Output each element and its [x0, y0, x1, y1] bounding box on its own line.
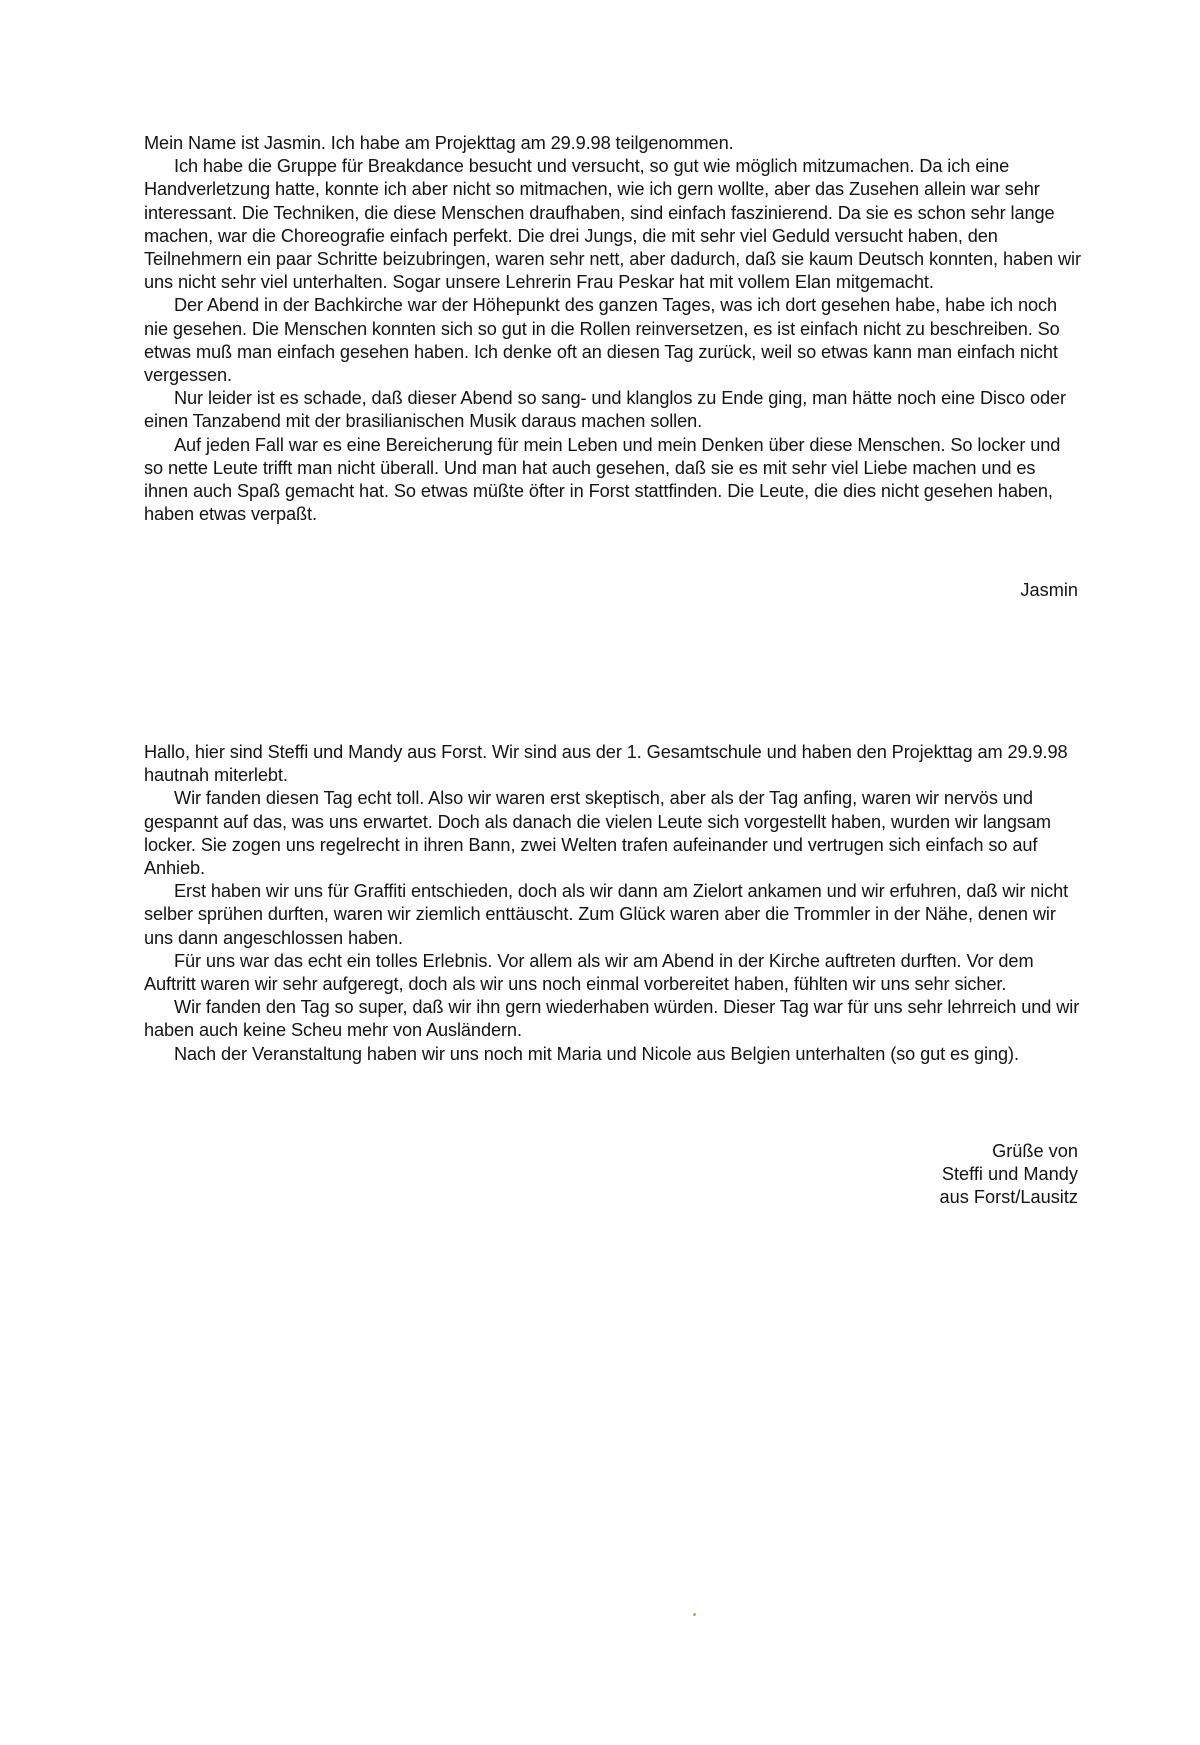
letter-jasmin [144, 132, 1084, 526]
signature-line: Grüße von [992, 1141, 1078, 1161]
signature-jasmin [1020, 579, 1078, 602]
paragraph: Der Abend in der Bachkirche war der Höhepunkt des ganzen Tages, was ich dort gesehen habe, habe ich noch nie gesehen. Die Menschen konnten sich so gut in die Rollen reinversetzen, es ist einfach nicht zu beschreiben. So etwas muß man einfach gesehen haben. Ich denke oft an diesen Tag zurück, weil so etwas kann man einfach nicht vergessen. [144, 295, 1060, 386]
letter-steffi-mandy [144, 741, 1084, 1066]
scan-speck [693, 1613, 696, 1616]
signature-line: Steffi und Mandy [941, 1164, 1078, 1185]
paragraph: Nur leider ist es schade, daß dieser Abend so sang- und klanglos zu Ende ging, man hätte noch eine Disco oder einen Tanzabend mit der brasilianischen Musik daraus machen sollen. [144, 388, 1066, 432]
paragraph: Auf jeden Fall war es eine Bereicherung für mein Leben und mein Denken über diese Menschen. So locker und so nette Leute trifft man nicht überall. Und man hat auch gesehen, daß sie es mit sehr viel Liebe machen und es ihnen auch Spaß gemacht hat. So etwas müßte öfter in Forst stattfinden. Die Leute, die dies nicht gesehen haben, haben etwas verpaßt. [144, 434, 1061, 525]
paragraph: Nach der Veranstaltung haben wir uns noch mit Maria und Nicole aus Belgien unterhalten (so gut es ging). [174, 1043, 1019, 1064]
paragraph: Erst haben wir uns für Graffiti entschieden, doch als wir dann am Zielort ankamen und wir erfuhren, daß wir nicht selber sprühen durften, waren wir ziemlich enttäuscht. Zum Glück waren aber die Trommler in der Nähe, denen wir uns dann angeschlossen haben. [144, 881, 1069, 948]
signature-line: Jasmin [1020, 580, 1078, 600]
paragraph: Wir fanden den Tag so super, daß wir ihn gern wiederhaben würden. Dieser Tag war für uns sehr lehrreich und wir haben auch keine Scheu mehr von Ausländern. [144, 997, 1080, 1041]
paragraph: Ich habe die Gruppe für Breakdance besucht und versucht, so gut wie möglich mitzumachen. Da ich eine Handverletzung hatte, konnte ich aber nicht so mitmachen, wie ich gern wollte, aber das Zusehen allein war sehr interessant. Die Techniken, die diese Menschen draufhaben, sind einfach faszinierend. Da sie es schon sehr lange machen, war die Choreografie einfach perfekt. Die drei Jungs, die mit sehr viel Geduld versucht haben, den Teilnehmern ein paar Schritte beizubringen, waren sehr nett, aber dadurch, daß sie kaum Deutsch konnten, haben wir uns nicht sehr viel unterhalten. Sogar unsere Lehrerin Frau Peskar hat mit vollem Elan mitgemacht. [144, 156, 1081, 293]
signature-line: aus Forst/Lausitz [939, 1187, 1078, 1208]
signature-steffi-mandy [940, 1140, 1078, 1210]
paragraph: Mein Name ist Jasmin. Ich habe am Projekttag am 29.9.98 teilgenommen. [144, 133, 734, 153]
paragraph: Wir fanden diesen Tag echt toll. Also wir waren erst skeptisch, aber als der Tag anfing, waren wir nervös und gespannt auf das, was uns erwartet. Doch als danach die vielen Leute sich vorgestellt haben, wurden wir langsam locker. Sie zogen uns regelrecht in ihren Bann, zwei Welten trafen aufeinander und vertrugen sich einfach so auf Anhieb. [144, 788, 1051, 879]
paragraph: Hallo, hier sind Steffi und Mandy aus Forst. Wir sind aus der 1. Gesamtschule und haben den Projekttag am 29.9.98 hautnah miterlebt. [144, 742, 1068, 786]
paragraph: Für uns war das echt ein tolles Erlebnis. Vor allem als wir am Abend in der Kirche auftreten durften. Vor dem Auftritt waren wir sehr aufgeregt, doch als wir uns noch einmal vorbereitet haben, fühlten wir uns sehr sicher. [144, 950, 1034, 995]
